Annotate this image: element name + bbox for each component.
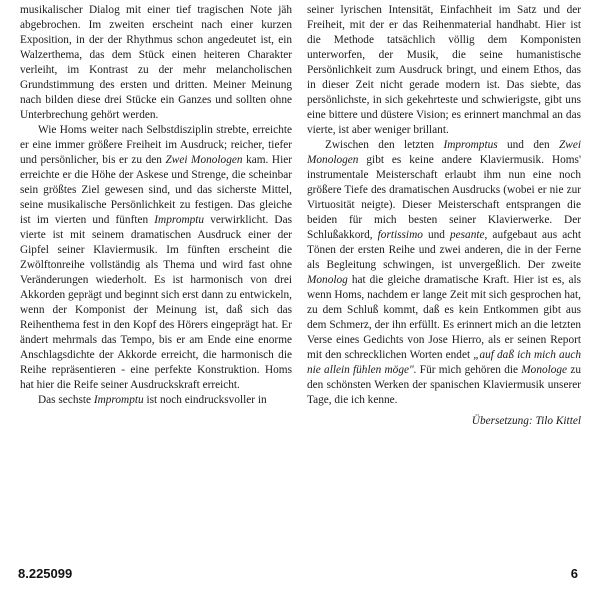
catalog-number: 8.225099 [18,566,73,581]
work-title: Impromptu [93,394,144,406]
work-title: Monolog [307,274,348,286]
text-run: verwirklicht. Das vierte ist mit seinem dramatischen Ausdruck einer der Gipfel seiner Klaviermusik. Im fünften erscheint die Zwölftonreihe vollständig als Thema und wird fast ohne Veränderungen wiederholt. Es ist harmonisch von drei Akkorden geprägt und beginnt sich erst dann zu entwickeln, wenn der Komponist der Meinung ist, daß sich das Reihenthema fest in den Kopf des Hörers eingeprägt hat. Er ändert mehrmals das Tempo, bis er am Ende eine enorme Anschlagsdichte der Akkorde erreicht, die harmonisch die Reihe repräsentieren - eine perfekte Konstruktion. Homs hat hier die Reife seiner Ausdruckskraft erreicht. [20,214,292,391]
work-title: Impromptu [154,214,205,226]
paragraph [307,138,581,408]
work-title: Zwei Monologen [165,154,243,166]
text-run: und den [497,139,560,151]
text-run: und [422,229,450,241]
text-run: hat die gleiche dramatische Kraft. Hier ist es, als wenn Homs, nachdem er lange Zeit mit sich gesprochen hat, zu dem Schluß kommt, daß es kein Entkommen gibt aus dem Schmerz, der ihn erfüllt. Es erinnert mich an die letzten Verse eines Gedichts von Jose Hierro, als er seinen Report mit den schrecklichen Worten endet [307,274,581,361]
translation-credit: Übersetzung: Tilo Kittel [471,415,581,427]
right-column [307,3,581,429]
work-title: Impromptus [443,139,498,151]
text-run: Zwischen den letzten [325,139,444,151]
text-run: , aufgebaut aus acht Tönen der ersten Reihe und zwei anderen, die in der Ferne als Begleitung schwingen, ist unvergeßlich. Der zweite [307,229,582,271]
work-title: Monologe [521,364,568,376]
paragraph [20,123,292,393]
musical-term: fortissimo [377,229,423,241]
text-run: zu den schönsten Werken der spanischen Klaviermusik unserer Tage, die ich kenne. [307,364,581,406]
quotation: „auf daß ich mich auch nie allein fühlen möge". [307,349,582,376]
work-title: Zwei Monologen [307,139,581,166]
paragraph: seiner lyrischen Intensität, Einfachheit im Satz und der Freiheit, mit der er das Reihenmaterial handhabt. Hier ist die Methode tatsächlich völlig dem Komponisten unterworfen, der Musik, die seine humanistische Persönlichkeit zum Ausdruck bringt, und einem Ethos, das in dieser Zeit nicht gerade modern ist. Das siebte, das persönlichste, in sich gekehrteste und schwierigste, gibt uns eine bittere und düstere Vision; es erinnert manchmal an das vierte, ist aber weniger brillant. [307,4,581,136]
musical-term: pesante [450,229,485,241]
text-run: Für mich gehören die [416,364,522,376]
text-run: Das sechste [38,394,94,406]
text-run: gibt es keine andere Klaviermusik. Homs' instrumentale Meisterschaft erlaubt ihm nun eine noch größere Tiefe des dramatischen Ausdrucks (wobei er nie zur Virtuosität neigte). Dieser Meisterschaft entsprangen die beiden für mich besten seiner Klavierwerke. Der Schlußakkord, [307,154,581,241]
left-column [20,3,292,408]
paragraph [20,393,292,408]
paragraph: musikalischer Dialog mit einer tief tragischen Note jäh abgebrochen. Im zweiten erscheint nach einer kurzen Exposition, in der der Rhythmus schon angedeutet ist, ein Walzerthema, das dem Stück einen heiteren Charakter verleiht, im Kontrast zu der mehr melancholischen Grundstimmung des ersten und dritten. Meiner Meinung nach bilden diese drei Stücke ein Ganzes und sollten ohne Unterbrechung gehört werden. [20,4,292,121]
page-number: 6 [570,566,578,581]
text-run: kam. Hier erreichte er die Höhe der Askese und Strenge, die scheinbar sein größtes Ziel gewesen sind, und das sicherste Mittel, seine musikalische Persönlichkeit zu festigen. Das gleiche ist im vierten und fünften [20,154,293,226]
text-run: Wie Homs weiter nach Selbstdisziplin strebte, erreichte er eine immer größere Freiheit im Ausdruck; reicher, tiefer und persönlicher, bis er zu den [20,124,292,166]
text-run: ist noch eindrucksvoller in [143,394,267,406]
